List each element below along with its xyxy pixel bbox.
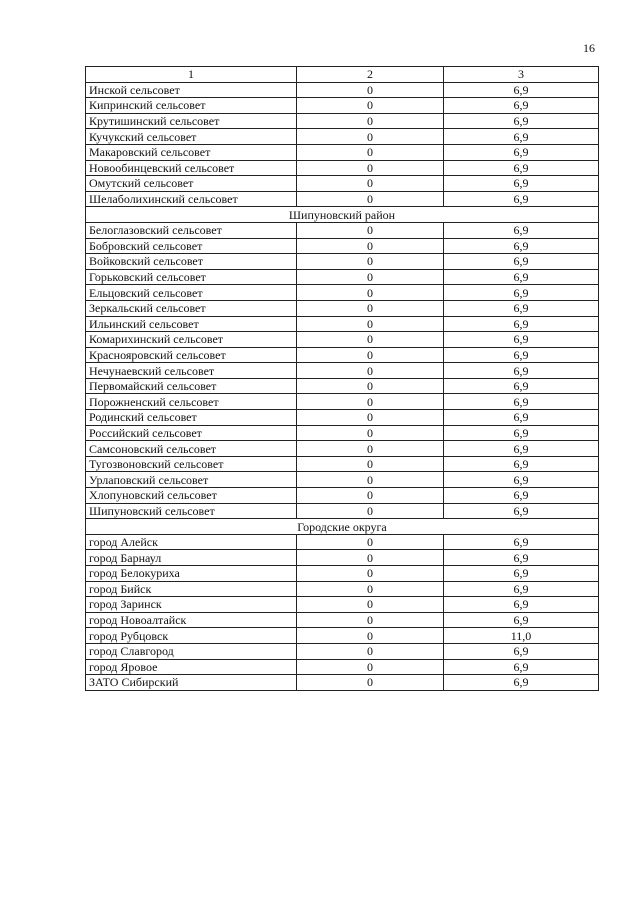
column-3-value: 6,9	[444, 347, 599, 363]
table-row	[86, 176, 599, 192]
table-row	[86, 581, 599, 597]
column-3-value: 6,9	[444, 597, 599, 613]
column-2-value: 0	[297, 316, 444, 332]
municipality-name: город Заринск	[86, 597, 297, 613]
municipality-name: Крутишинский сельсовет	[86, 113, 297, 129]
table-row	[86, 550, 599, 566]
column-3-value: 6,9	[444, 472, 599, 488]
table-row	[86, 300, 599, 316]
municipality-name: Порожненский сельсовет	[86, 394, 297, 410]
table-row	[86, 254, 599, 270]
municipality-name: город Белокуриха	[86, 566, 297, 582]
column-3-value: 6,9	[444, 332, 599, 348]
column-2-value: 0	[297, 534, 444, 550]
table-row	[86, 191, 599, 207]
column-header-1: 1	[86, 67, 297, 83]
municipality-name: Ильинский сельсовет	[86, 316, 297, 332]
table-row	[86, 628, 599, 644]
column-3-value: 6,9	[444, 488, 599, 504]
column-2-value: 0	[297, 628, 444, 644]
table-row	[86, 394, 599, 410]
table-row	[86, 269, 599, 285]
column-3-value: 6,9	[444, 176, 599, 192]
municipality-name: Войковский сельсовет	[86, 254, 297, 270]
column-3-value: 6,9	[444, 160, 599, 176]
table-body	[86, 67, 599, 691]
table-row	[86, 425, 599, 441]
column-2-value: 0	[297, 550, 444, 566]
municipality-name: Хлопуновский сельсовет	[86, 488, 297, 504]
column-3-value: 6,9	[444, 612, 599, 628]
column-3-value: 6,9	[444, 363, 599, 379]
municipality-name: Шипуновский сельсовет	[86, 503, 297, 519]
municipality-name: Кипринский сельсовет	[86, 98, 297, 114]
table-row	[86, 503, 599, 519]
table-row	[86, 316, 599, 332]
column-3-value: 6,9	[444, 425, 599, 441]
column-2-value: 0	[297, 98, 444, 114]
column-2-value: 0	[297, 378, 444, 394]
municipality-name: город Яровое	[86, 659, 297, 675]
column-2-value: 0	[297, 394, 444, 410]
municipality-name: Белоглазовский сельсовет	[86, 222, 297, 238]
table-row	[86, 113, 599, 129]
column-2-value: 0	[297, 269, 444, 285]
column-3-value: 6,9	[444, 643, 599, 659]
section-title: Шипуновский район	[86, 207, 599, 223]
municipality-name: Инской сельсовет	[86, 82, 297, 98]
column-2-value: 0	[297, 254, 444, 270]
table-row	[86, 534, 599, 550]
municipality-name: Ельцовский сельсовет	[86, 285, 297, 301]
column-3-value: 6,9	[444, 98, 599, 114]
column-2-value: 0	[297, 285, 444, 301]
column-2-value: 0	[297, 191, 444, 207]
column-3-value: 6,9	[444, 269, 599, 285]
municipality-name: Первомайский сельсовет	[86, 378, 297, 394]
table-row	[86, 129, 599, 145]
table-row	[86, 378, 599, 394]
column-3-value: 6,9	[444, 534, 599, 550]
table-row	[86, 347, 599, 363]
column-2-value: 0	[297, 488, 444, 504]
table-row	[86, 332, 599, 348]
column-3-value: 6,9	[444, 316, 599, 332]
column-2-value: 0	[297, 472, 444, 488]
table-row	[86, 612, 599, 628]
column-2-value: 0	[297, 410, 444, 426]
table-row	[86, 98, 599, 114]
municipality-name: Нечунаевский сельсовет	[86, 363, 297, 379]
municipality-name: Горьковский сельсовет	[86, 269, 297, 285]
column-2-value: 0	[297, 643, 444, 659]
column-3-value: 6,9	[444, 191, 599, 207]
municipality-name: город Новоалтайск	[86, 612, 297, 628]
column-3-value: 6,9	[444, 222, 599, 238]
column-2-value: 0	[297, 144, 444, 160]
section-title: Городские округа	[86, 519, 599, 535]
column-3-value: 6,9	[444, 238, 599, 254]
municipality-name: город Бийск	[86, 581, 297, 597]
table-row	[86, 675, 599, 691]
column-2-value: 0	[297, 82, 444, 98]
column-2-value: 0	[297, 659, 444, 675]
column-3-value: 6,9	[444, 503, 599, 519]
municipality-name: Макаровский сельсовет	[86, 144, 297, 160]
column-2-value: 0	[297, 332, 444, 348]
column-2-value: 0	[297, 363, 444, 379]
column-3-value: 6,9	[444, 113, 599, 129]
table-row	[86, 566, 599, 582]
municipality-name: Урлаповский сельсовет	[86, 472, 297, 488]
column-2-value: 0	[297, 347, 444, 363]
table-row	[86, 82, 599, 98]
municipality-name: ЗАТО Сибирский	[86, 675, 297, 691]
municipality-name: Краснояровский сельсовет	[86, 347, 297, 363]
column-3-value: 6,9	[444, 378, 599, 394]
data-table	[85, 66, 599, 691]
table-row	[86, 472, 599, 488]
column-3-value: 6,9	[444, 254, 599, 270]
municipality-name: Родинский сельсовет	[86, 410, 297, 426]
municipality-name: Российский сельсовет	[86, 425, 297, 441]
municipality-name: город Алейск	[86, 534, 297, 550]
table-row	[86, 160, 599, 176]
column-2-value: 0	[297, 503, 444, 519]
table-row	[86, 659, 599, 675]
column-3-value: 6,9	[444, 550, 599, 566]
column-2-value: 0	[297, 566, 444, 582]
column-header-2: 2	[297, 67, 444, 83]
table-row	[86, 144, 599, 160]
column-2-value: 0	[297, 129, 444, 145]
table-row	[86, 410, 599, 426]
column-3-value: 6,9	[444, 675, 599, 691]
column-2-value: 0	[297, 675, 444, 691]
header-row	[86, 67, 599, 83]
column-2-value: 0	[297, 441, 444, 457]
column-3-value: 6,9	[444, 566, 599, 582]
column-2-value: 0	[297, 456, 444, 472]
column-2-value: 0	[297, 222, 444, 238]
column-3-value: 6,9	[444, 144, 599, 160]
section-row	[86, 519, 599, 535]
municipality-name: Кучукский сельсовет	[86, 129, 297, 145]
column-2-value: 0	[297, 581, 444, 597]
table-row	[86, 441, 599, 457]
municipality-name: Бобровский сельсовет	[86, 238, 297, 254]
table-row	[86, 285, 599, 301]
municipality-name: город Славгород	[86, 643, 297, 659]
municipality-name: Самсоновский сельсовет	[86, 441, 297, 457]
column-3-value: 6,9	[444, 581, 599, 597]
column-3-value: 6,9	[444, 456, 599, 472]
column-2-value: 0	[297, 612, 444, 628]
municipality-name: город Рубцовск	[86, 628, 297, 644]
column-3-value: 6,9	[444, 285, 599, 301]
column-3-value: 6,9	[444, 129, 599, 145]
municipality-name: город Барнаул	[86, 550, 297, 566]
column-3-value: 6,9	[444, 394, 599, 410]
table-row	[86, 597, 599, 613]
column-3-value: 6,9	[444, 82, 599, 98]
column-2-value: 0	[297, 425, 444, 441]
municipality-name: Зеркальский сельсовет	[86, 300, 297, 316]
column-2-value: 0	[297, 300, 444, 316]
column-2-value: 0	[297, 113, 444, 129]
column-header-3: 3	[444, 67, 599, 83]
column-2-value: 0	[297, 238, 444, 254]
column-2-value: 0	[297, 160, 444, 176]
page-number: 16	[583, 41, 595, 55]
column-3-value: 6,9	[444, 300, 599, 316]
column-3-value: 11,0	[444, 628, 599, 644]
column-3-value: 6,9	[444, 410, 599, 426]
table-row	[86, 222, 599, 238]
column-2-value: 0	[297, 597, 444, 613]
column-3-value: 6,9	[444, 441, 599, 457]
table-row	[86, 238, 599, 254]
column-2-value: 0	[297, 176, 444, 192]
municipality-name: Новообинцевский сельсовет	[86, 160, 297, 176]
column-3-value: 6,9	[444, 659, 599, 675]
municipality-name: Омутский сельсовет	[86, 176, 297, 192]
municipality-name: Тугозвоновский сельсовет	[86, 456, 297, 472]
municipality-name: Комарихинский сельсовет	[86, 332, 297, 348]
table-row	[86, 456, 599, 472]
table-row	[86, 643, 599, 659]
municipality-name: Шелаболихинский сельсовет	[86, 191, 297, 207]
section-row	[86, 207, 599, 223]
table-row	[86, 488, 599, 504]
table-row	[86, 363, 599, 379]
